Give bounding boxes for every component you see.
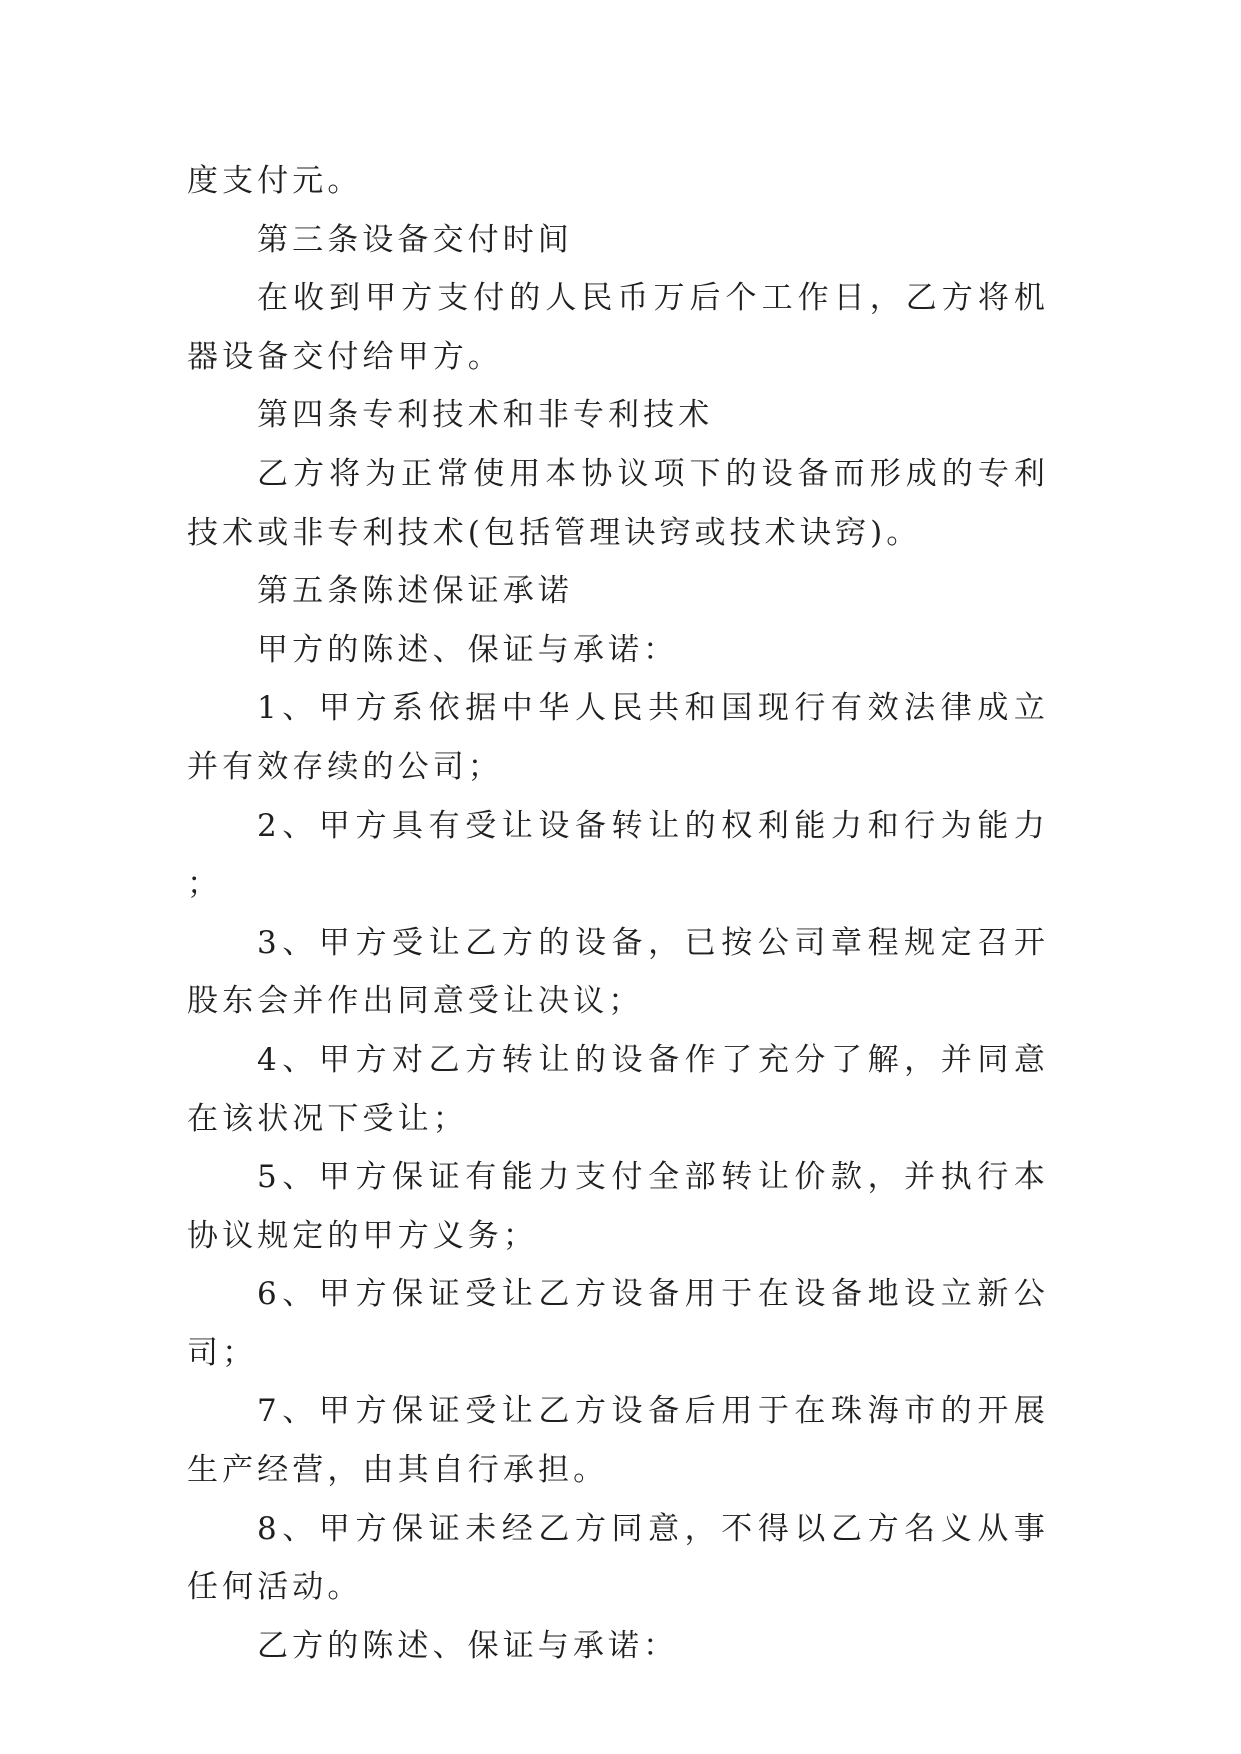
list-item: 1、甲方系依据中华人民共和国现行有效法律成立并有效存续的公司； xyxy=(187,690,1049,785)
list-item: 4、甲方对乙方转让的设备作了充分了解，并同意在该状况下受让； xyxy=(187,1041,1049,1137)
subsection-heading: 乙方的陈述、保证与承诺： xyxy=(257,1627,679,1664)
list-item: 7、甲方保证受让乙方设备后用于在珠海市的开展生产经营，由其自行承担。 xyxy=(187,1393,1049,1489)
list-item: 8、甲方保证未经乙方同意，不得以乙方名义从事任何活动。 xyxy=(187,1510,1049,1606)
section-heading: 第三条设备交付时间 xyxy=(257,221,573,258)
paragraph: 在收到甲方支付的人民币万后个工作日，乙方将机器设备交付给甲方。 xyxy=(187,280,1049,375)
paragraph: 度支付元。 xyxy=(187,163,363,199)
section-heading: 第五条陈述保证承诺 xyxy=(257,573,573,610)
list-item: 3、甲方受让乙方的设备，已按公司章程规定召开股东会并作出同意受让决议； xyxy=(187,924,1049,1020)
list-item: 5、甲方保证有能力支付全部转让价款，并执行本协议规定的甲方义务； xyxy=(187,1159,1049,1254)
document-body xyxy=(187,152,1049,1675)
subsection-heading: 甲方的陈述、保证与承诺： xyxy=(257,631,679,668)
list-item: 2、甲方具有受让设备转让的权利能力和行为能力； xyxy=(187,807,1049,903)
list-item: 6、甲方保证受让乙方设备用于在设备地设立新公司； xyxy=(187,1276,1049,1371)
paragraph: 乙方将为正常使用本协议项下的设备而形成的专利技术或非专利技术(包括管理诀窍或技术诀窍)。 xyxy=(187,455,1049,551)
section-heading: 第四条专利技术和非专利技术 xyxy=(257,397,714,434)
